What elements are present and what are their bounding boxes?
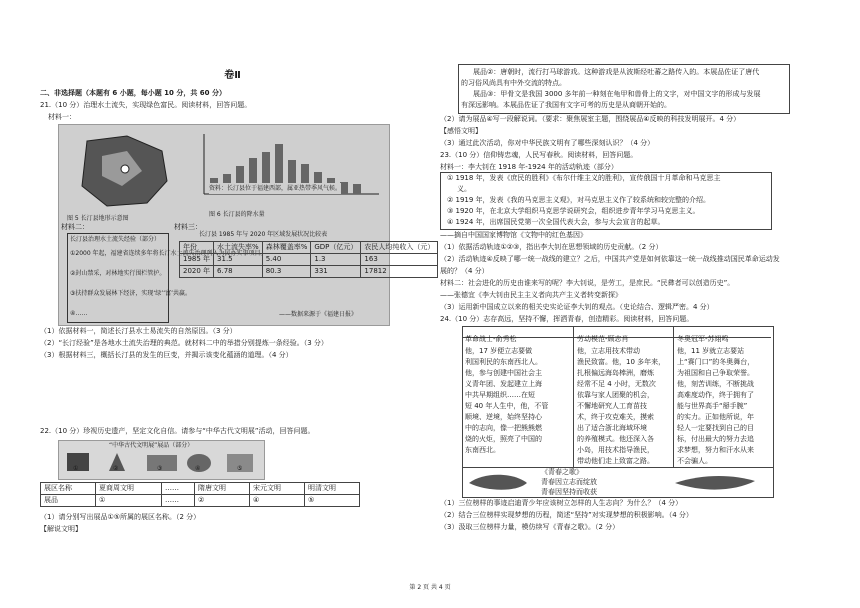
model-line: 标，付出最大的努力去追 — [677, 435, 754, 443]
model-line: 中的志向，像一把熊熊燃 — [465, 424, 542, 432]
timeline-item: ① 1918 年，发表《庶民的胜利》《布尔什维主义的胜利》，宣传俄国十月革命和马克思主 — [447, 174, 721, 182]
model-line: 高难度动作，终于拥有了 — [677, 391, 754, 399]
q21-material2-label: 材料二： — [61, 223, 89, 231]
q23-stem: 23.（10 分）信仰铸忠魂，人民写春秋。阅读材料，回答问题。 — [440, 151, 638, 159]
model-line: 轻人一定要找到自己的目 — [677, 424, 754, 432]
exhibit-label: ⑤ — [237, 465, 243, 472]
material-photo — [58, 124, 435, 326]
m3-cell: 80.3 — [262, 266, 311, 278]
model-line: 不懈地研究人工育苗技 — [577, 402, 647, 410]
q24-stem: 24.（10 分）志存高远，坚持不懈，挥洒青春，创造精彩。阅读材料，回答问题。 — [440, 315, 694, 323]
table-row — [180, 266, 438, 278]
m3-table — [179, 241, 438, 278]
model-line: 他，刻苦训练，不断挑战 — [677, 380, 754, 388]
m3-header: 森林覆盖率% — [262, 242, 311, 254]
q21-q3: （3）根据材料三，概括长汀县的发生的巨变，并揭示该变化蕴涵的道理。（4 分） — [40, 351, 293, 359]
exhibit-label: ④ — [195, 465, 201, 472]
m3-title: 长汀县 1985 年与 2020 年区域发展状况比较表 — [199, 231, 328, 238]
timeline-item: 义。 — [457, 185, 471, 193]
m2-line: ①2000 年起，福建省连续多年将长汀水土流失治理列入为民办实事项目。 — [70, 250, 267, 257]
box-line: 的习俗风尚具有中外交流的特点。 — [461, 79, 566, 87]
model-line: 带动他们走上致富之路。 — [577, 457, 654, 465]
m3-header: GDP（亿元） — [311, 242, 361, 254]
rainfall-bar — [340, 182, 348, 194]
box-line: 展品②：唐朝时，流行打马球游戏。这种游戏是从波斯经吐蕃之路传入的。本展品佐证了唐代 — [473, 68, 760, 76]
page-footer: 第 2 页 共 4 页 — [409, 584, 451, 591]
model-line: 烧的火炬，照亮了中国的 — [465, 435, 542, 443]
model-line: 出了适合浙北海域环境 — [577, 424, 647, 432]
m2-line: ②封山禁采，对林地实行围栏管护。 — [70, 270, 166, 277]
table-row — [41, 495, 360, 507]
q22-q3: （3）通过此次活动，你对中华民族文明有了哪些深刻认识？（4 分） — [440, 139, 655, 147]
box-line: 展品③：甲骨文是我国 3000 多年前一种刻在龟甲和兽骨上的文字，对中国文字的形成与发展 — [473, 90, 761, 98]
table-cell: 宋元文明 — [250, 483, 305, 495]
table-row — [180, 254, 438, 266]
volume-title: 卷Ⅱ — [224, 70, 241, 81]
q21-stem: 21.（10 分）治理水土流失，实现绿色富民。阅读材料，回答问题。 — [40, 101, 252, 109]
q22-q1: （1）请分别写出展品①⑤所属的展区名称。（2 分） — [40, 513, 201, 521]
rainfall-bar — [353, 184, 361, 194]
table-cell: ② — [195, 495, 250, 507]
q21-material3-label: 材料三： — [174, 223, 202, 231]
model-line: 求梦想，努力和汗水从来 — [677, 446, 754, 454]
q22-q2: （2）请为展品④写一段解说词。（要求：聚焦展室主题，围绕展品④反映的科技发明展开。4 分） — [440, 115, 741, 123]
q22-tag: 【解说文明】 — [40, 525, 82, 533]
m3-cell: 17812 — [361, 266, 438, 278]
q23-m1: 材料一：李大钊在 1918 年-1924 年的活动轨迹（部分） — [440, 163, 618, 171]
model-line: 顺境、逆境，始终坚持心 — [465, 413, 542, 421]
poem-line: 青春因立志而绽放 — [541, 478, 597, 486]
model-line: 的实力。正如他所说，年 — [677, 413, 754, 421]
q23-q3: （3）运用新中国成立以来的相关史实论证李大钊的观点。（史论结合、逻辑严密。4 分） — [440, 303, 714, 311]
table-cell: …… — [162, 483, 195, 495]
m3-header: 农民人均纯收入（元） — [361, 242, 438, 254]
table-cell: 隋唐文明 — [195, 483, 250, 495]
chart-note: 资料：长汀县位于福建西部，属亚热带季风气候。 — [209, 185, 342, 192]
q24-q3: （3）汲取三位榜样力量，模仿续写《青春之歌》。（2 分） — [440, 523, 620, 531]
q22-stem: 22.（10 分）珍视历史遗产，坚定文化自信。请参与“中华古代文明展”活动，回答问题。 — [40, 427, 315, 435]
m3-cell: 2020 年 — [180, 266, 214, 278]
q23-q2: （2）活动轨迹④反映了哪一统一战线的建立？之后，中国共产党是如何依靠这一统一战线推动国民革命运动发 — [440, 255, 780, 263]
q23-source: ——摘自中国国家博物馆《文物中的红色基因》 — [440, 231, 587, 239]
q21-q2: （2）“长汀经验”是各地水土流失治理的典范。就材料二中的举措分别提炼一条经验。（3 分） — [40, 339, 328, 347]
table-cell: 明清文明 — [305, 483, 360, 495]
calligraphy-art — [465, 469, 765, 495]
m3-cell: 5.40 — [262, 254, 311, 266]
exhibit-table — [40, 482, 360, 507]
model-line: 短 40 年人生中，他，不管 — [465, 402, 549, 410]
q23-q1: （1）依据活动轨迹①②③，指出李大钊在思想领域的历史贡献。（2 分） — [440, 243, 663, 251]
role-model-box — [462, 326, 774, 498]
model-line: 术，终于攻克难关，摸索 — [577, 413, 654, 421]
q21-material1-label: 材料一： — [48, 113, 76, 121]
q23-q2-cont: 展的？（4 分） — [440, 267, 489, 275]
model-line: 渔民致富。他，10 多年来， — [577, 358, 666, 366]
q23-m2: 材料二：社会进化的历史由谁来写的呢？李大钊说，是劳工，是庶民。“民彝者可以创造历史”。 — [440, 279, 735, 287]
table-cell: 展区名称 — [41, 483, 96, 495]
model-heading: 革命战士-俞秀松 — [465, 335, 517, 343]
m3-cell: 31.5 — [214, 254, 263, 266]
q24-q2: （2）结合三位榜样实现梦想的历程，简述“坚持”对实现梦想的积极影响。（4 分） — [440, 511, 693, 519]
q21-q1: （1）依据材料一，简述长汀县水土易流失的自然原因。（3 分） — [40, 327, 237, 335]
table-cell: …… — [162, 495, 195, 507]
timeline-box — [440, 172, 772, 230]
m3-cell: 6.78 — [214, 266, 263, 278]
model-heading: 冬奥冠军-苏翊鸣 — [677, 335, 729, 343]
model-heading: 劳动模范-顾志肖 — [577, 335, 629, 343]
poem-title: 《青春之歌》 — [541, 468, 583, 476]
table-cell: ⑤ — [305, 495, 360, 507]
poem-line: 青春因坚持而收获 — [541, 488, 597, 496]
tag-feel: 【感悟文明】 — [440, 127, 482, 135]
m3-cell: 1985 年 — [180, 254, 214, 266]
model-line: 他，11 岁就立志要站 — [677, 347, 745, 355]
model-line: 义青年团、发起建立上海 — [465, 380, 542, 388]
q23-m2-source: ——张德宜《李大钊由民主主义者向共产主义者转变新探》 — [440, 291, 622, 299]
exhibit-label: ② — [113, 465, 119, 472]
model-line: 依靠与家人团聚的机会， — [577, 391, 654, 399]
model-line: 东南西北。 — [465, 446, 500, 454]
model-line: 经常不足 4 小时，无数次 — [577, 380, 656, 388]
table-cell: ④ — [250, 495, 305, 507]
model-line: 上“赛门口”的冬奥舞台， — [677, 358, 755, 366]
map-caption: 图 5 长汀县地形示意图 — [67, 215, 129, 222]
box-line: 有深远影响。本展品佐证了我国有文字可考的历史是从商朝开始的。 — [461, 101, 671, 109]
m2-line: 长汀县治理水土流失经验（部分） — [70, 236, 161, 243]
table-cell: 夏商周文明 — [96, 483, 162, 495]
table-cell: ① — [96, 495, 162, 507]
model-line: 中共早期组织……在短 — [465, 391, 535, 399]
exhibit-explain-box — [458, 64, 790, 114]
model-line: 能与世界高手“掰手腕” — [677, 402, 748, 410]
exhibit-label: ① — [73, 465, 79, 472]
table-row — [41, 483, 360, 495]
terrain-map-figure — [67, 131, 177, 211]
table-cell: 展品 — [41, 495, 96, 507]
model-line: 不会骗人。 — [677, 457, 712, 465]
m3-header: 水土流失率% — [214, 242, 263, 254]
model-line: 为祖国和自己争取荣誉。 — [677, 369, 754, 377]
model-line: 他，17 岁便立志要做 — [465, 347, 533, 355]
model-line: 扎根偏远海岛棒洲，磨炼 — [577, 369, 654, 377]
timeline-item: ② 1919 年，发表《我的马克思主义观》，对马克思主义作了较系统和较完整的介绍。 — [447, 196, 711, 204]
exhibit-label: ③ — [157, 465, 163, 472]
timeline-item: ④ 1924 年，出席国民党第一次全国代表大会，参与大会宣言的起草。 — [447, 218, 665, 226]
model-line: 他，立志用技术带动 — [577, 347, 640, 355]
model-line: 小岛，用技术指导渔民， — [577, 446, 654, 454]
model-line: 的养殖模式。他还深入各 — [577, 435, 654, 443]
rainfall-chart — [184, 129, 384, 209]
m3-cell: 1.3 — [311, 254, 361, 266]
m3-source: ——数据来源于《福建日报》 — [279, 311, 358, 318]
exhibit-banner: “中华古代文明展”展品（部分） — [109, 442, 194, 449]
m2-line: ③扶持群众发展林下经济，实现‘绿’‘富’共赢。 — [70, 290, 192, 297]
chart-caption: 图 6 长汀县的降水量 — [209, 211, 265, 218]
model-line: 利国利民的东南西北人。 — [465, 358, 542, 366]
m3-header: 年份 — [180, 242, 214, 254]
section-title: 二、非选择题（本题有 6 小题，每小题 10 分，共 60 分） — [40, 89, 226, 97]
model-line: 他，参与创建中国社会主 — [465, 369, 542, 377]
m2-line: ④…… — [70, 310, 88, 317]
q24-q1: （1）三位榜样的事迹启迪青少年应该树立怎样的人生志向？为什么？（4 分） — [440, 499, 683, 507]
m3-cell: 163 — [361, 254, 438, 266]
exhibit-strip — [58, 440, 265, 480]
m3-cell: 331 — [311, 266, 361, 278]
timeline-item: ③ 1920 年，在北京大学组织马克思学说研究会，组织进步青年学习马克思主义。 — [447, 207, 700, 215]
